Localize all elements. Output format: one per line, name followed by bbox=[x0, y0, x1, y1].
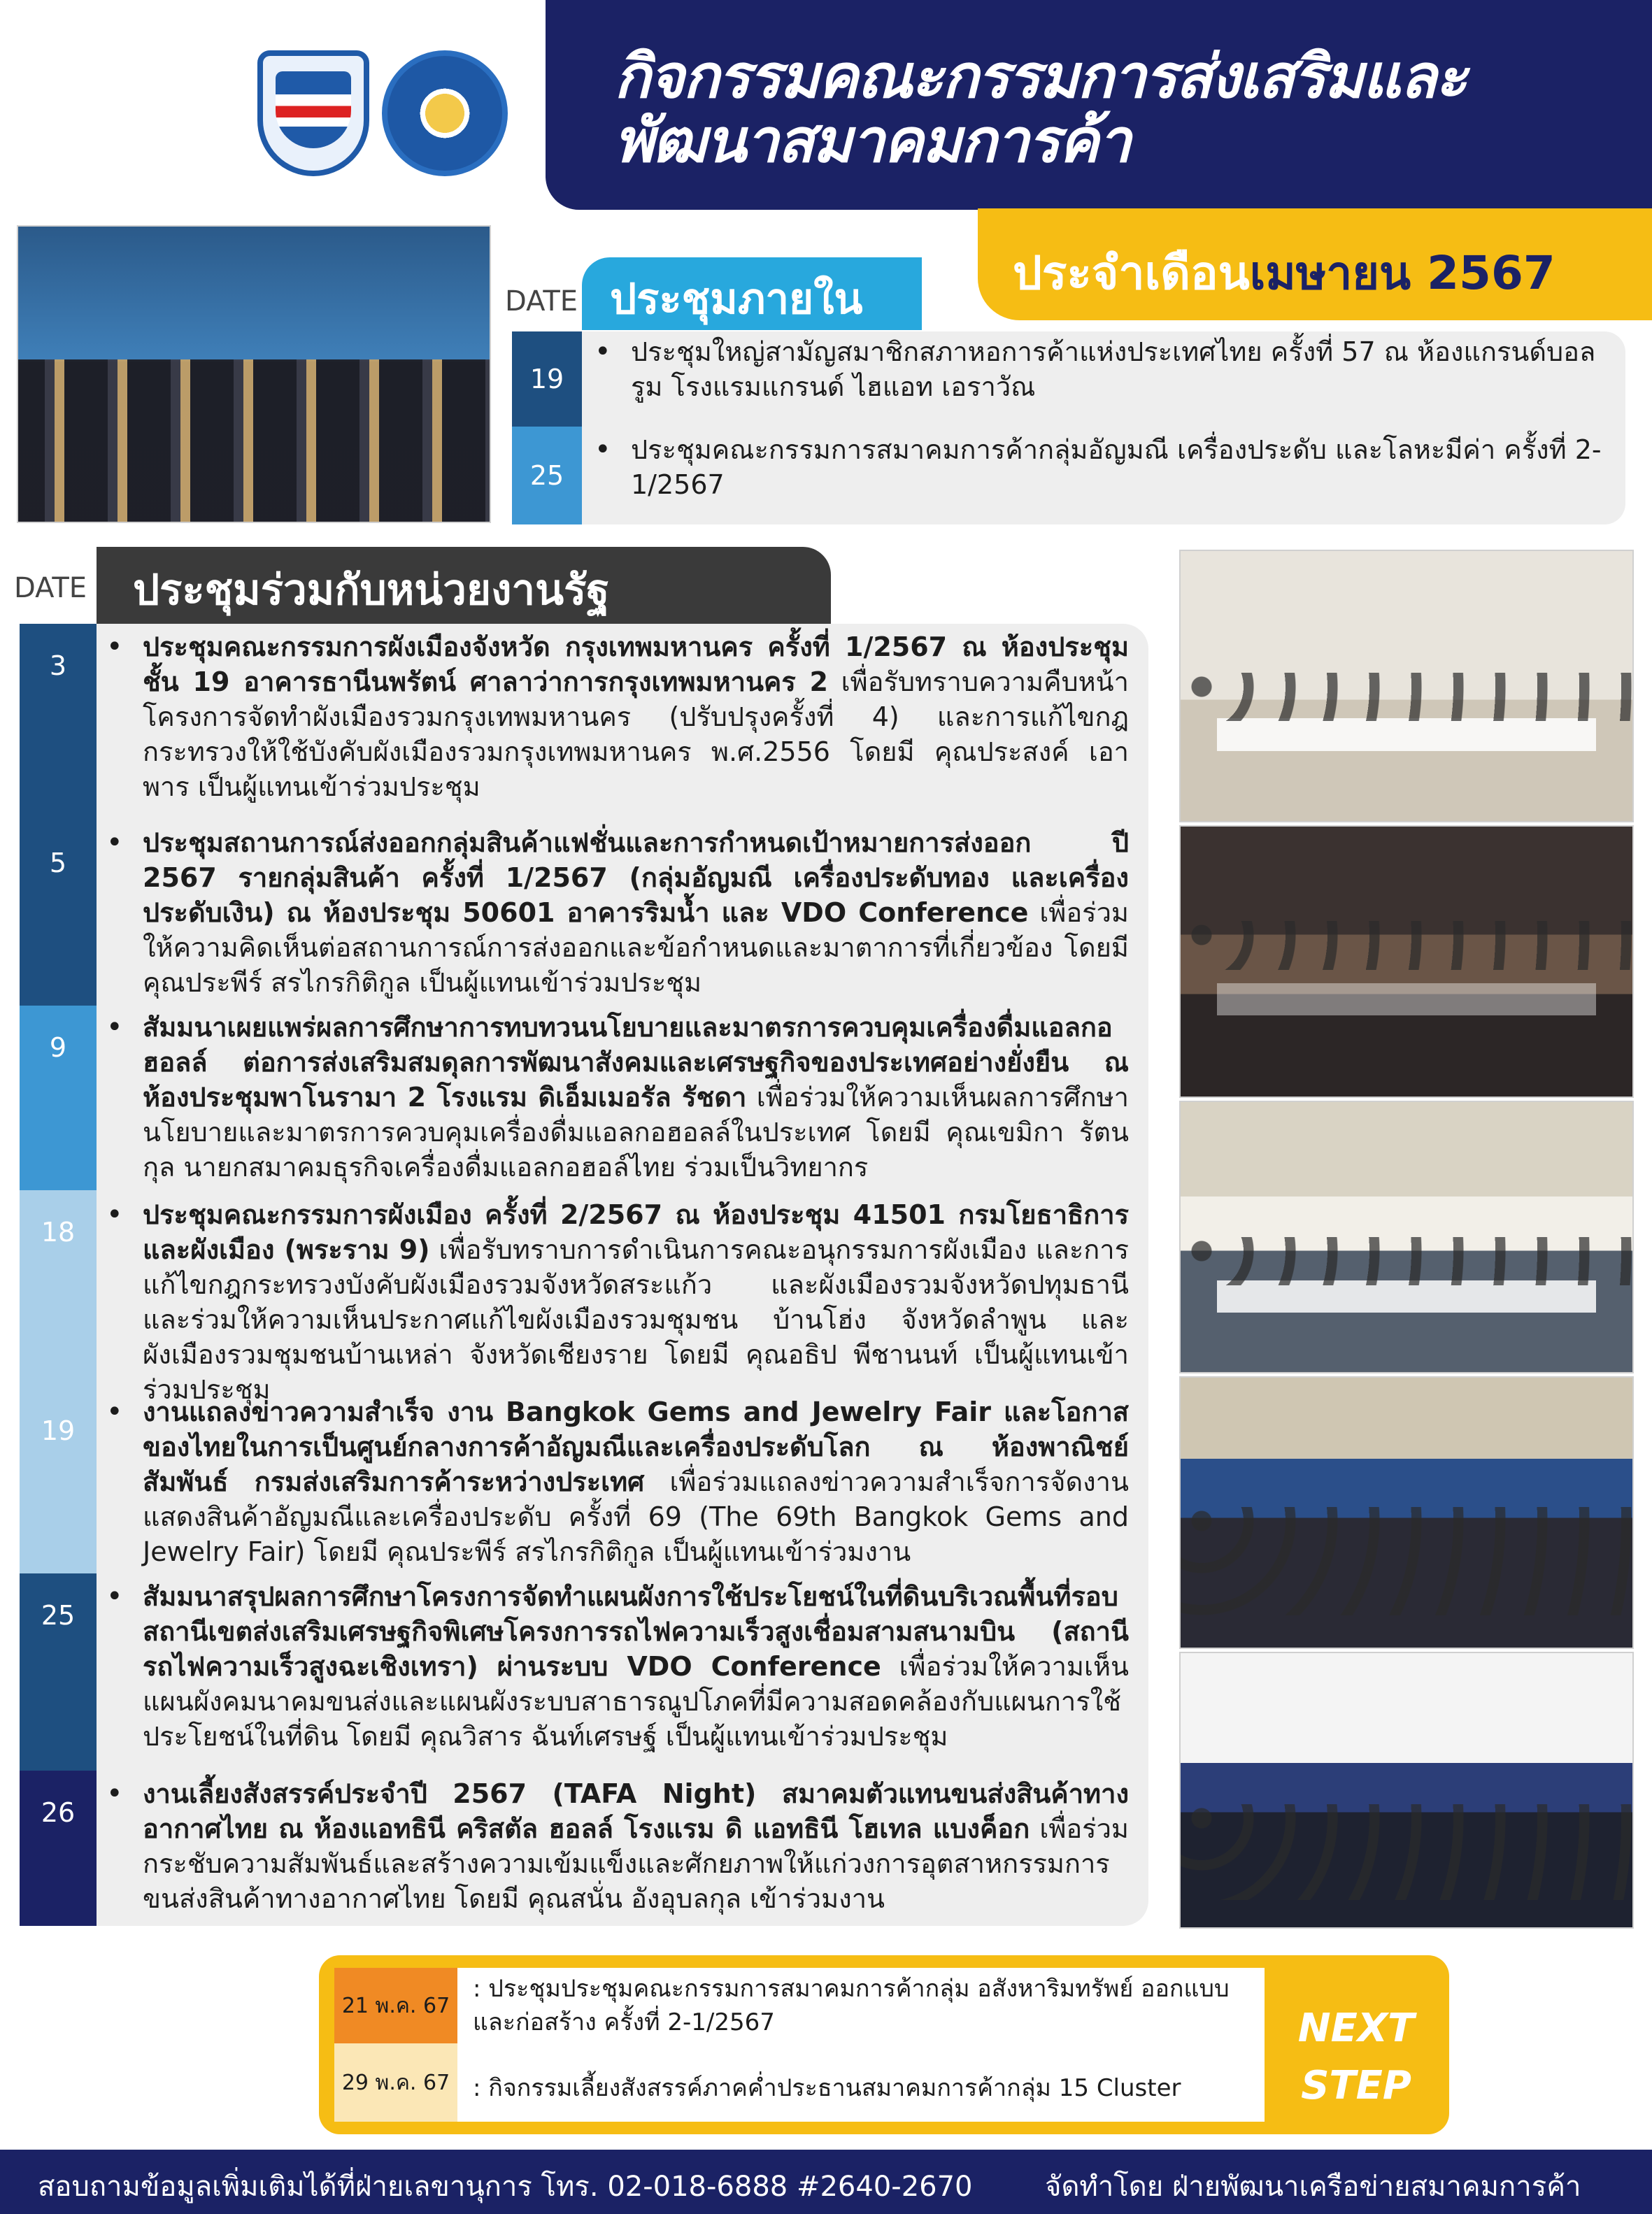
list-item: • ประชุมสถานการณ์ส่งออกกลุ่มสินค้าแฟชั่นและการกำหนดเป้าหมายการส่งออก ปี 2567 รายกลุ่มสินค้า ครั้งที่ 1/2567 (กลุ่มอัญมณี เครื่องประดับทอง และเครื่องประดับเงิน) ณ ห้องประชุม 50601 อาคารริมน้ำ และ VDO Conference เพื่อร่วมให้ความคิดเห็นต่อสถานการณ์การส่งออกและข้อกำหนดและมาตาการที่เกี่ยวข้อง โดยมี คุณประพีร์ สรไกรกิติกูล เป็นผู้แทนเข้าร่วมประชุม bbox=[106, 827, 1129, 998]
section-title-government: ประชุมร่วมกับหน่วยงานรัฐ bbox=[133, 566, 610, 615]
bullet-icon: • bbox=[106, 1396, 123, 1428]
bullet-icon: • bbox=[106, 1011, 123, 1043]
footer-organizer: จัดทำโดย ฝ่ายพัฒนาเครือข่ายสมาคมการค้า bbox=[1045, 2171, 1581, 2203]
date-badge: 25 bbox=[512, 427, 582, 524]
bullet-icon: • bbox=[106, 827, 123, 859]
date-badge: 9 bbox=[20, 1006, 97, 1190]
date-badge: 5 bbox=[20, 821, 97, 1006]
footer-contact: สอบถามข้อมูลเพิ่มเติมได้ที่ฝ่ายเลขานุการ โทร. 02-018-6888 #2640-2670 bbox=[38, 2171, 973, 2203]
board-of-trade-logo bbox=[382, 50, 508, 176]
bullet-icon: • bbox=[594, 434, 611, 466]
date-badge: 25 bbox=[20, 1573, 97, 1771]
month-prefix: ประจำเดือน bbox=[1013, 246, 1250, 300]
meeting-photo-1 bbox=[1179, 550, 1634, 822]
date-badge: 3 bbox=[20, 624, 97, 821]
date-badge: 19 bbox=[20, 1389, 97, 1573]
list-item: • ประชุมใหญ่สามัญสมาชิกสภาหอการค้าแห่งประเทศไทย ครั้งที่ 57 ณ ห้องแกรนด์บอลรูม โรงแรมแกรนด์ ไฮแอท เอราวัณ bbox=[594, 336, 1596, 402]
date-badge: 19 bbox=[512, 331, 582, 427]
list-item: • สัมมนาเผยแพร่ผลการศึกษาการทบทวนนโยบายและมาตรการควบคุมเครื่องดื่มแอลกอฮอลล์ ต่อการส่งเสริมสมดุลการพัฒนาสังคมและเศรษฐกิจของประเทศอย่างยั่งยืน ณ ห้องประชุมพาโนรามา 2 โรงแรม ดิเอ็มเมอรัล รัชดา เพื่อร่วมให้ความเห็นผลการศึกษานโยบายและมาตรการควบคุมเครื่องดื่มแอลกอฮอลล์ในประเทศ โดยมี คุณเขมิกา รัตนกุล นายกสมาคมธุรกิจเครื่องดื่มแอลกอฮอล์ไทย ร่วมเป็นวิทยากร bbox=[106, 1011, 1129, 1183]
page-title: กิจกรรมคณะกรรมการส่งเสริมและ พัฒนาสมาคมการค้า bbox=[614, 42, 1467, 176]
next-step-date: 21 พ.ค. 67 bbox=[334, 1968, 457, 2043]
list-item: • งานแถลงข่าวความสำเร็จ งาน Bangkok Gems and Jewelry Fair และโอกาสของไทยในการเป็นศูนย์กลางการค้าอัญมณีและเครื่องประดับโลก ณ ห้องพาณิชย์สัมพันธ์ กรมส่งเสริมการค้าระหว่างประเทศ เพื่อร่วมแถลงข่าวความสำเร็จการจัดงานแสดงสินค้าอัญมณีและเครื่องประดับ ครั้งที่ 69 (The 69th Bangkok Gems and Jewelry Fair) โดยมี คุณประพีร์ สรไกรกิติกูล เป็นผู้แทนเข้าร่วมงาน bbox=[106, 1396, 1129, 1567]
list-item: • ประชุมคณะกรรมการผังเมือง ครั้งที่ 2/2567 ณ ห้องประชุม 41501 กรมโยธาธิการและผังเมือง (พระราม 9) เพื่อรับทราบการดำเนินการคณะอนุกรรมการผังเมือง และการแก้ไขกฎกระทรวงบังคับผังเมืองรวมจังหวัดสระแก้ว และผังเมืองรวมจังหวัดปทุมธานี และร่วมให้ความเห็นประกาศแก้ไขผังเมืองรวมชุมชน บ้านโฮ่ง จังหวัดลำพูน และผังเมืองรวมชุมชนบ้านเหล่า จังหวัดเชียงราย โดยมี คุณอธิป พีชานนท์ เป็นผู้แทนเข้าร่วมประชุม bbox=[106, 1199, 1129, 1405]
meeting-photo-4 bbox=[1179, 1376, 1634, 1649]
next-step-label: NEXT STEP bbox=[1297, 2006, 1415, 2108]
month-label bbox=[1013, 236, 1555, 310]
next-step-item: : ประชุมประชุมคณะกรรมการสมาคมการค้ากลุ่ม อสังหาริมทรัพย์ ออกแบบและก่อสร้าง ครั้งที่ 2-1/2567 bbox=[473, 1975, 1230, 2036]
bullet-icon: • bbox=[106, 631, 123, 663]
date-label: DATE bbox=[14, 572, 87, 604]
list-item: • ประชุมคณะกรรมการผังเมืองจังหวัด กรุงเทพมหานคร ครั้งที่ 1/2567 ณ ห้องประชุมชั้น 19 อาคารธานีนพรัตน์ ศาลาว่าการกรุงเทพมหานคร 2 เพื่อรับทราบความคืบหน้าโครงการจัดทำผังเมืองรวมกรุงเทพมหานคร (ปรับปรุงครั้งที่ 4) และการแก้ไขกฎกระทรวงให้ใช้บังคับผังเมืองรวมกรุงเทพมหานคร พ.ศ.2556 โดยมี คุณประสงค์ เอาพาร เป็นผู้แทนเข้าร่วมประชุม bbox=[106, 631, 1129, 802]
month-value: เมษายน 2567 bbox=[1249, 246, 1555, 300]
thai-chamber-logo bbox=[257, 50, 369, 176]
list-item: • ประชุมคณะกรรมการสมาคมการค้ากลุ่มอัญมณี เครื่องประดับ และโลหะมีค่า ครั้งที่ 2-1/2567 bbox=[594, 434, 1602, 500]
next-step-item: : กิจกรรมเลี้ยงสังสรรค์ภาคค่ำประธานสมาคมการค้ากลุ่ม 15 Cluster bbox=[473, 2074, 1181, 2102]
bullet-icon: • bbox=[106, 1580, 123, 1613]
section-title-internal: ประชุมภายใน bbox=[610, 275, 863, 324]
bullet-icon: • bbox=[106, 1778, 123, 1810]
date-label: DATE bbox=[505, 285, 578, 317]
meeting-photo-3 bbox=[1179, 1101, 1634, 1373]
list-item: • งานเลี้ยงสังสรรค์ประจำปี 2567 (TAFA Night) สมาคมตัวแทนขนส่งสินค้าทางอากาศไทย ณ ห้องแอทธินี คริสตัล ฮอลล์ โรงแรม ดิ แอทธินี โฮเทล แบงค็อก เพื่อร่วมกระชับความสัมพันธ์และสร้างความเข้มแข็งและศักยภาพให้แก่วงการอุตสาหกรรมการขนส่งสินค้าทางอากาศไทย โดยมี คุณสนั่น อังอุบลกุล เข้าร่วมงาน bbox=[106, 1778, 1129, 1914]
date-badge: 26 bbox=[20, 1771, 97, 1926]
meeting-photo-5 bbox=[1179, 1652, 1634, 1929]
meeting-photo-2 bbox=[1179, 825, 1634, 1098]
list-item: • สัมมนาสรุปผลการศึกษาโครงการจัดทำแผนผังการใช้ประโยชน์ในที่ดินบริเวณพื้นที่รอบสถานีเขตส่งเสริมเศรษฐกิจพิเศษโครงการรถไฟความเร็วสูงเชื่อมสามสนามบิน (สถานีรถไฟความเร็วสูงฉะเชิงเทรา) ผ่านระบบ VDO Conference เพื่อร่วมให้ความเห็นแผนผังคมนาคมขนส่งและแผนผังระบบสาธารณูปโภคที่มีความสอดคล้องกับแผนการใช้ประโยชน์ในที่ดิน โดยมี คุณวิสาร ฉันท์เศรษฐ์ เป็นผู้แทนเข้าร่วมประชุม bbox=[106, 1580, 1129, 1752]
bullet-icon: • bbox=[106, 1199, 123, 1231]
group-photo-internal bbox=[17, 225, 491, 523]
bullet-icon: • bbox=[594, 336, 611, 368]
date-badge: 18 bbox=[20, 1190, 97, 1389]
next-step-date: 29 พ.ค. 67 bbox=[334, 2043, 457, 2122]
